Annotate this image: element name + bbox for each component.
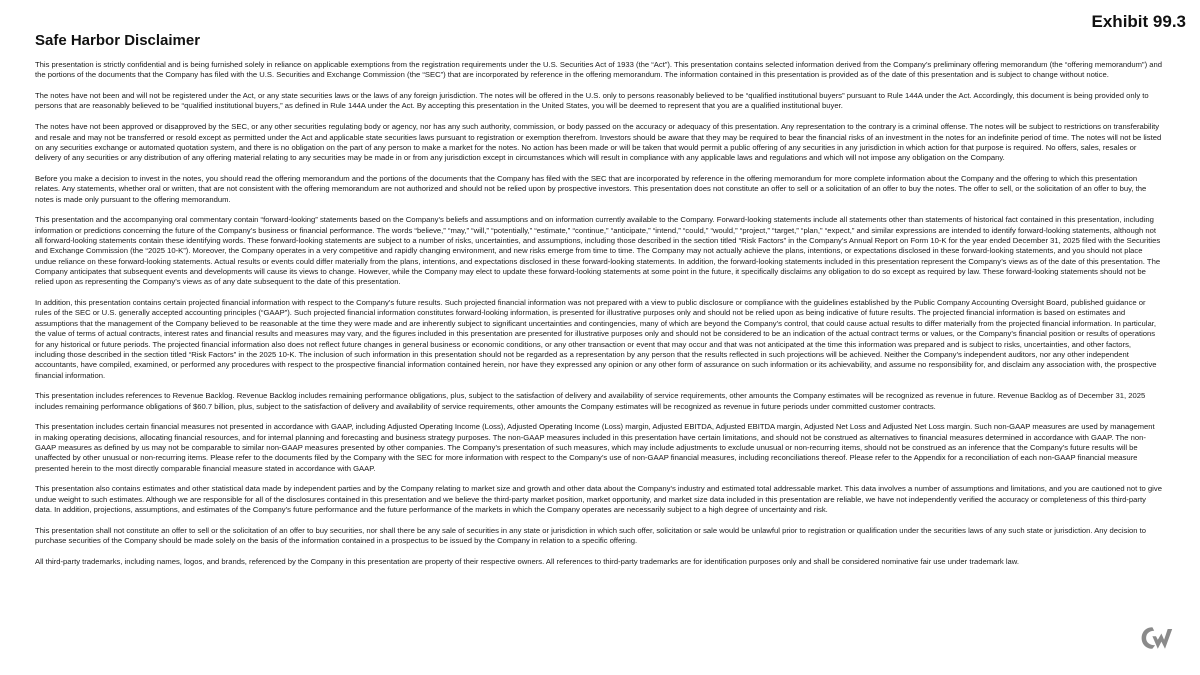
paragraph-forward-looking: This presentation and the accompanying oral commentary contain “forward-looking” statements based on the Company’s beliefs and assumptions and on information currently available to the Company. Forward-looking statements include all statements other than statements of historical fact contained in this presentation, including information or predictions concerning the future of the Company’s business or financial performance. The words “believe,” “may,” “will,” “potentially,” “estimate,” “continue,” “anticipate,” “intend,” “could,” “would,” “project,” “target,” “plan,” “expect,” and similar expressions are intended to identify forward-looking statements, although not all forward-looking statements contain these identifying words. These forward-looking statements are subject to a number of risks, uncertainties, and assumptions, including those described in the section titled “Risk Factors” in the Company’s Annual Report on Form 10-K for the year ended December 31, 2025 filed with the Securities and Exchange Commission (the “2025 10-K”). Moreover, the Company operates in a very competitive and rapidly changing environment, and new risks emerge from time to time. The Company may not actually achieve the plans, intentions, or expectations disclosed in these forward-looking statements, and you should not place undue reliance on these forward-looking statements. Actual results or events could differ materially from the plans, intentions, and expectations disclosed in these forward-looking statements. In addition, the forward-looking statements included in this presentation represent the Company’s views as of the date of this presentation. The Company anticipates that subsequent events and developments will cause its views to change. However, while the Company may elect to update these forward-looking statements at some point in the future, it specifically disclaims any obligation to do so except as required by law. These forward-looking statements should not be relied upon as representing the Company’s views as of any date subsequent to the date of this presentation. [35, 215, 1161, 287]
paragraph-projections: In addition, this presentation contains certain projected financial information with respect to the Company’s future results. Such projected financial information was not prepared with a view to public disclosure or compliance with the guidelines established by the Public Company Accounting Oversight Board, published guidance or rules of the SEC or U.S. generally accepted accounting principles (“GAAP”). Such projected financial information constitutes forward-looking information, is presented for illustrative purposes only and should not be relied upon as being indicative of future results. The projected financial information is based on estimates and assumptions that the management of the Company believed to be reasonable at the time they were made and are inherently subject to significant uncertainties and contingencies, many of which are beyond the Company’s control, that could cause actual results to differ materially from the projected financial information. In particular, the value of terms of actual contracts, interest rates and financial results and measures may vary, and the figures included in this presentation are presented for illustrative purposes only and should not be considered to be an indication of the actual contract terms or values, or the Company’s financial position or results of operations for any historical or future periods. The projected financial information also does not reflect future changes in general business or economic conditions, or any other transaction or event that may occur and that was not anticipated at the time this information was prepared and is subject to risks, uncertainties, and other factors, including those described in the section titled “Risk Factors” in the 2025 10-K. The inclusion of such information in this presentation should not be regarded as a representation by any person that the results reflected in such projections will be achieved. Neither the Company’s independent auditors, nor any other independent accountants, have compiled, examined, or performed any procedures with respect to the prospective financial information contained herein, nor have they expressed any opinion or any other form of assurance on such information or its achievability, and assume no responsibility for, and disclaim any association with, the prospective financial information. [35, 298, 1157, 380]
paragraph-non-gaap: This presentation includes certain financial measures not presented in accordance with GAAP, including Adjusted Operating Income (Loss), Adjusted Operating Income (Loss) margin, Adjusted EBITDA, Adjusted EBITDA margin, Adjusted Net Loss and Adjusted Net Loss margin. Such non-GAAP measures are used by management in making operating decisions, allocating financial resources, and for internal planning and forecasting and business strategy purposes. The non-GAAP measures included in this presentation have certain limitations, and should not be construed as alternatives to financial measures determined in accordance with GAAP. The non-GAAP measures as defined by us may not be comparable to similar non-GAAP measures presented by other companies. The Company’s presentation of such measures, which may include adjustments to exclude unusual or non-recurring items, should not be construed as an inference that the Company’s future results will be unaffected by other unusual or non-recurring items. Please refer to the documents filed by the Company with the SEC for more information with respect to the Company’s use of non-GAAP financial measures, including reconciliations thereof. Please refer to the Appendix for a reconciliation of each non-GAAP financial measure presented herein to the most directly comparable financial measure stated in accordance with GAAP. [35, 422, 1155, 473]
paragraph-investment-decision: Before you make a decision to invest in the notes, you should read the offering memorandum and the portions of the documents that the Company has filed with the SEC that are incorporated by reference in the offering memorandum for more complete information about the Company and the offering to which this presentation relates. Any statements, whether oral or written, that are not consistent with the offering memorandum are not authorized and should not be relied upon by prospective investors. This presentation does not constitute an offer to sell or a solicitation of an offer to buy the notes. The offer to sell, or the solicitation of an offer to buy, the notes is made only pursuant to the offering memorandum. [35, 173, 1147, 204]
paragraph-confidentiality: This presentation is strictly confidential and is being furnished solely in reliance on applicable exemptions from the registration requirements under the U.S. Securities Act of 1933 (the “Act”). This presentation contains selected information derived from the Company’s preliminary offering memorandum (the “offering memorandum”) and the portions of the documents that the Company has filed with the U.S. Securities and Exchange Commission (the “SEC”) that are incorporated by reference in the offering memorandum. The information contained in this presentation is provided as of the date of this presentation and is subject to change without notice. [35, 60, 1162, 80]
paragraph-sec-approval: The notes have not been approved or disapproved by the SEC, or any other securities regulating body or agency, nor has any such authority, commission, or body passed on the accuracy or adequacy of this presentation. Any representation to the contrary is a criminal offense. The notes will be subject to restrictions on transferability and resale and may not be transferred or resold except as permitted under the Act and applicable state securities laws pursuant to registration or exemption therefrom. Investors should be aware that they may be required to bear the financial risks of an investment in the notes for an indefinite period of time. The notes will not be listed on any securities exchange or automated quotation system, and there is no obligation on the part of any person to make a market for the notes. No action has been made or will be taken that would permit a public offering of any securities in any jurisdiction in which action for that purpose is required. No offers, sales, resales or delivery of any securities or any distribution of any offering material relating to any securities may be made in or from any jurisdiction except in circumstances which will result in compliance with any applicable laws and regulations and which will not impose any obligation on the Company. [35, 122, 1162, 163]
disclaimer-body [35, 60, 1162, 578]
company-logo-icon [1138, 620, 1174, 656]
exhibit-label: Exhibit 99.3 [1091, 12, 1186, 31]
paragraph-revenue-backlog: This presentation includes references to Revenue Backlog. Revenue Backlog includes remaining performance obligations, plus, subject to the satisfaction of delivery and availability of service requirements, other amounts the Company estimates will be recognized as revenue in future. Revenue Backlog as of December 31, 2025 includes remaining performance obligations of $60.7 billion, plus, subject to the satisfaction of delivery and availability of service requirements, other amounts the Company estimates will be recognized as revenue in future periods under committed customer contracts. [35, 391, 1146, 411]
logo-mark [1142, 627, 1173, 649]
paragraph-registration: The notes have not been and will not be registered under the Act, or any state securities laws or the laws of any foreign jurisdiction. The notes will be offered in the U.S. only to persons reasonably believed to be “qualified institutional buyers” pursuant to Rule 144A under the Act. Accordingly, this document is being provided only to persons that are reasonably believed to be “qualified institutional buyers,” as defined in Rule 144A under the Act. By accepting this presentation in the United States, you will be deemed to represent that you are a qualified institutional buyer. [35, 91, 1149, 111]
paragraph-trademarks: All third-party trademarks, including names, logos, and brands, referenced by the Company in this presentation are property of their respective owners. All references to third-party trademarks are for identification purposes only and shall be considered nominative fair use under trademark law. [35, 556, 1020, 566]
page-title: Safe Harbor Disclaimer [35, 32, 201, 49]
paragraph-third-party-data: This presentation also contains estimates and other statistical data made by independent parties and by the Company relating to market size and growth and other data about the Company’s industry and estimated total addressable market. This data involves a number of assumptions and limitations, and you are cautioned not to give undue weight to such estimates. Although we are responsible for all of the disclosures contained in this presentation and we believe the third-party market position, market opportunity, and market size data included in this presentation are reliable, we have not independently verified the accuracy or completeness of this third-party data. In addition, projections, assumptions, and estimates of the Company’s future performance and the future performance of the markets in which the Company operates are necessarily subject to a high degree of uncertainty and risk. [35, 484, 1162, 515]
paragraph-no-offer: This presentation shall not constitute an offer to sell or the solicitation of an offer to buy securities, nor shall there be any sale of securities in any state or jurisdiction in which such offer, solicitation or sale would be unlawful prior to registration or qualification under the securities laws of any such state or jurisdiction. Any decision to purchase securities of the Company should be made solely on the basis of the information contained in a prospectus to be issued by the Company in relation to a specific offering. [35, 525, 1147, 546]
